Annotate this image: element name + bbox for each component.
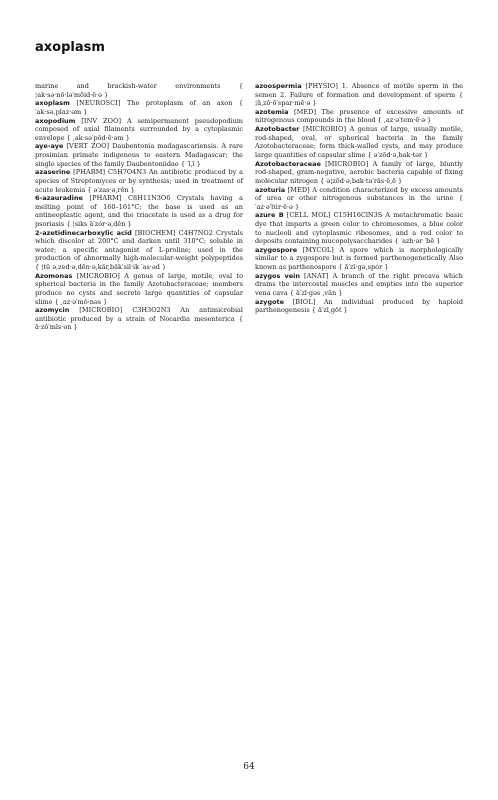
entry-definition: A genus of large, motile, oval to spherical bacteria in the family Azotobacteraceae; members produce no cysts and secrete large quantities of capsular slime xyxy=(35,271,243,306)
entry-headword: azaserine xyxy=(35,168,71,177)
dictionary-entry xyxy=(35,306,243,332)
entry-subject-tag: [MYCOL] xyxy=(302,245,334,254)
entry-pronunciation: { ¦ā,zō·ō′spar·mē·ə } xyxy=(255,90,463,108)
entry-pronunciation: { ə′zas·ə,rēn } xyxy=(87,185,135,194)
entry-subject-tag: [ANAT] xyxy=(303,271,329,280)
entry-subject-tag: [MICROBIO] xyxy=(79,306,123,315)
entry-subject-tag: [INV ZOO] xyxy=(81,116,122,125)
entry-definition: The protoplasm of an axon xyxy=(127,99,233,108)
entry-headword: Azotobacter xyxy=(255,125,300,134)
entry-subject-tag: [BIOL] xyxy=(292,297,316,306)
page-number: 64 xyxy=(243,762,255,772)
entry-definition: marine and brackish-water environments xyxy=(35,82,221,90)
entry-definition: C3H3O2N3 An antimicrobial antibiotic produced by a strain of Nocardia mesenterica xyxy=(35,306,243,323)
entry-pronunciation: { ā′zī,gōt } xyxy=(311,306,348,315)
entry-pronunciation: { ′ak·sə,plaz·əm } xyxy=(35,99,243,116)
entry-headword: aye-aye xyxy=(35,142,64,151)
entry-headword: azygos vein xyxy=(255,271,301,280)
dictionary-entry xyxy=(255,246,463,272)
entry-definition: C8H11N3O6 Crystals having a melting point of 160–161°C; the base is used as an antineoplastic agent, and the triacetate is used as a drug for psoriasis xyxy=(35,194,243,228)
entry-subject-tag: [PHARM] xyxy=(73,168,106,177)
entry-headword: azotemia xyxy=(255,107,289,116)
entry-headword: 6-azauradine xyxy=(35,194,83,203)
entry-headword: axopodium xyxy=(35,116,76,125)
dictionary-entry xyxy=(255,160,463,186)
entry-headword: axoplasm xyxy=(35,99,70,108)
entry-subject-tag: [PHARM] xyxy=(89,194,122,203)
entry-definition: A family of large, bluntly rod-shaped, gram-negative, aerobic bacteria capable of fixing molecular nitrogen xyxy=(255,159,463,185)
entry-subject-tag: [BIOCHEM] xyxy=(134,228,176,237)
entry-subject-tag: [MICROBIO] xyxy=(302,125,347,134)
entry-subject-tag: [CELL MOL] xyxy=(286,211,331,220)
entry-headword: azomycin xyxy=(35,306,70,315)
dictionary-entry xyxy=(255,125,463,159)
entry-pronunciation: { ə′zōd·ə,bak·tər } xyxy=(367,150,429,159)
entry-subject-tag: [MED] xyxy=(293,107,317,116)
entry-definition: C5H7O4N3 An antibiotic produced by a species of Streptomyces or by synthesis; used in treatment of acute leukemia xyxy=(35,168,243,194)
entry-pronunciation: { ′ī,ī } xyxy=(180,159,201,168)
dictionary-entry xyxy=(255,82,463,108)
dictionary-entry xyxy=(35,168,243,194)
dictionary-entry xyxy=(35,99,243,116)
entry-subject-tag: [MED] xyxy=(287,185,310,194)
entry-definition: 1. Absence of motile sperm in the semen 2. Failure of formation and development of sperm xyxy=(255,82,463,99)
entry-pronunciation: { ′az·ə′tür·ē·ə } xyxy=(255,194,463,211)
dictionary-entry xyxy=(255,298,463,315)
dictionary-entry xyxy=(255,186,463,212)
entry-headword: azoospermia xyxy=(255,82,302,90)
entry-definition: A condition characterized by excess amounts of urea or other nitrogenous substances in the urine xyxy=(255,185,463,203)
dictionary-entry xyxy=(35,117,243,143)
entry-headword: azoturia xyxy=(255,185,286,194)
left-column xyxy=(35,82,243,332)
entry-pronunciation: { ,az·ə′tem·ē·ə } xyxy=(377,116,432,125)
dictionary-entry xyxy=(35,272,243,306)
right-column xyxy=(255,82,463,315)
entry-pronunciation: { ,az·ə′mō·nəs } xyxy=(54,297,108,306)
dictionary-entry xyxy=(35,194,243,228)
dictionary-entry xyxy=(255,108,463,125)
entry-pronunciation: { ,ak·sə′pōd·ē·əm } xyxy=(66,133,130,142)
entry-pronunciation: { ā·zō′mīs·ən } xyxy=(35,314,243,332)
dictionary-entry xyxy=(255,272,463,298)
entry-headword: Azotobacteraceae xyxy=(255,159,321,168)
dictionary-entry xyxy=(35,142,243,168)
entry-subject-tag: [NEUROSCI] xyxy=(76,99,121,108)
entry-headword: azure B xyxy=(255,211,284,220)
entry-definition: An individual produced by haploid parthenogenesis xyxy=(255,297,463,315)
dictionary-entry xyxy=(255,211,463,245)
entry-pronunciation: { ¦ak·sə·nō·lə′mōid·ē·ə } xyxy=(35,82,243,99)
entry-headword: azygote xyxy=(255,297,285,306)
entry-pronunciation: { ¦siks ā′zór·ə,dēn } xyxy=(66,219,132,228)
entry-pronunciation: { ā′zī·gəs ,vān } xyxy=(289,288,343,297)
entry-subject-tag: [MICROBIO] xyxy=(325,159,369,168)
page-running-head: axoplasm xyxy=(35,40,105,55)
entry-pronunciation: { ā′zī·gə,spór } xyxy=(338,263,389,272)
dictionary-entry xyxy=(35,229,243,272)
entry-pronunciation: { ¦tü ə,zed·ə,dēn·ə,kär,bäk′sil·ik ′as·əd } xyxy=(35,263,167,272)
entry-subject-tag: [PHYSIO] xyxy=(305,82,338,90)
entry-headword: azygospore xyxy=(255,245,298,254)
entry-definition: Daubentonia madagascariensis. A rare prosimian primate indigenous to eastern Madagascar; the single species of the family Daubentoniidae xyxy=(35,142,243,168)
entry-definition: A genus of large, usually motile, rod-shaped, oval, or spherical bacteria in the family Azotobacteraceae; form thick-walled cysts, and may produce large quantities of capsular slime xyxy=(255,125,463,159)
entry-definition: A spore which is morphologically similar to a zygospore but is formed parthenogenetically Also known as parthenospore xyxy=(255,245,463,272)
entry-definition: C15H16ClN3S A metachromatic basic dye that imparts a green color to chromosomes, a blue color to nucleoli and cytoplasmic ribosomes, and a red color to deposits containing mucopolysaccharides xyxy=(255,211,463,246)
entry-pronunciation: { ə¦zōd·ə,bak·tə′rās·ē,ē } xyxy=(320,176,403,185)
entry-definition: A branch of the right precava which drains the intercostal muscles and empties into the superior vena cava xyxy=(255,271,463,297)
entry-definition: The presence of excessive amounts of nitrogenous compounds in the blood xyxy=(255,107,463,125)
entry-definition: A semipermanent pseudopodium composed of axial filaments surrounded by a cytoplasmic envelope xyxy=(35,116,243,142)
entry-pronunciation: { ′azh·ər ′bē } xyxy=(394,237,441,246)
entry-headword: Azomonas xyxy=(35,271,73,280)
dictionary-entry xyxy=(35,82,243,99)
entry-headword: 2-azetidinecarboxylic acid xyxy=(35,228,132,237)
entry-definition: C4H7NO2 Crystals which discolor at 200°C and darken until 310°C; soluble in water; a specific antagonist of L-proline; used in the production of abnormally high-molecular-weight polypeptides xyxy=(35,228,243,263)
entry-subject-tag: [MICROBIO] xyxy=(76,271,120,280)
entry-subject-tag: [VERT ZOO] xyxy=(66,142,110,151)
